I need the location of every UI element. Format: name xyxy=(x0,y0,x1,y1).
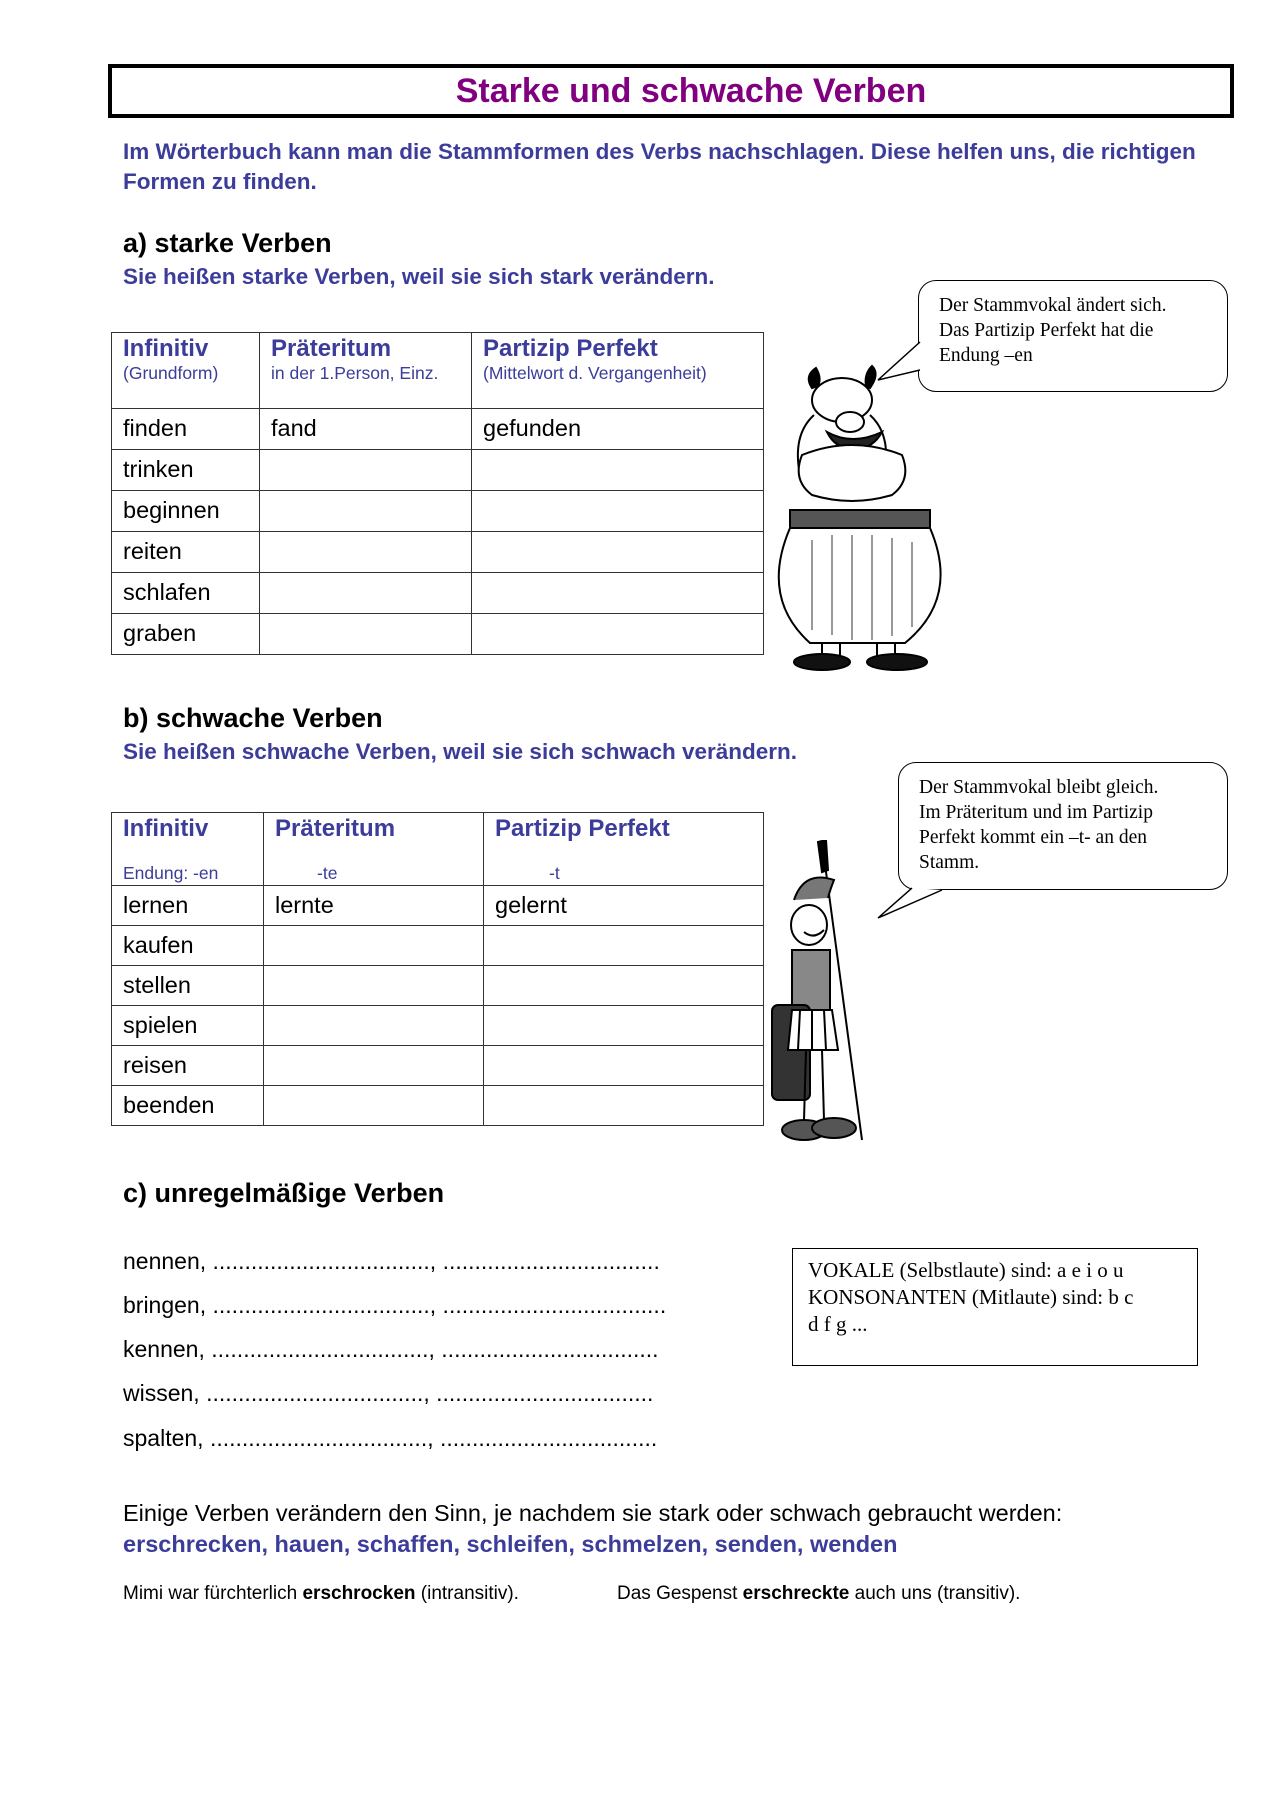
footer-verbs: erschrecken, hauen, schaffen, schleifen, schmelzen, senden, wenden xyxy=(123,1531,898,1557)
table-cell[interactable] xyxy=(264,1086,484,1126)
header-cell xyxy=(112,813,264,886)
header-praeteritum: Präteritum xyxy=(271,335,392,362)
exercise-line[interactable]: wissen, .................................., .................................. xyxy=(123,1380,654,1406)
example-bold: erschreckte xyxy=(742,1583,850,1604)
table-cell[interactable] xyxy=(260,450,472,491)
vowel-consonant-box xyxy=(792,1248,1198,1366)
example-sentence-2 xyxy=(617,1583,1020,1605)
table-cell[interactable] xyxy=(260,614,472,655)
header-sub: in der 1.Person, Einz. xyxy=(271,363,439,383)
table-cell: graben xyxy=(112,614,260,655)
example-sentence-1 xyxy=(123,1583,519,1605)
header-infinitiv: Infinitiv xyxy=(123,815,209,842)
table-header-row xyxy=(112,813,764,886)
box-line: KONSONANTEN (Mitlaute) sind: b c xyxy=(808,1285,1134,1309)
table-cell: schlafen xyxy=(112,573,260,614)
bubble-line: Perfekt kommt ein –t- an den xyxy=(919,827,1147,848)
table-cell[interactable] xyxy=(260,532,472,573)
exercise-line[interactable]: nennen, .................................., .................................. xyxy=(123,1248,660,1274)
section-b-heading: b) schwache Verben xyxy=(123,703,383,733)
roman-soldier-illustration xyxy=(764,840,894,1150)
table-cell[interactable] xyxy=(484,1046,764,1086)
table-cell[interactable] xyxy=(264,926,484,966)
table-row xyxy=(112,614,764,655)
footer-text: Einige Verben verändern den Sinn, je nachdem sie stark oder schwach gebraucht werden: xyxy=(123,1500,1063,1526)
header-infinitiv: Infinitiv xyxy=(123,335,209,362)
table-cell[interactable] xyxy=(484,926,764,966)
table-cell[interactable] xyxy=(472,450,764,491)
table-cell[interactable]: gefunden xyxy=(472,409,764,450)
header-partizip: Partizip Perfekt xyxy=(495,815,670,842)
table-header-row xyxy=(112,333,764,409)
table-cell[interactable] xyxy=(260,491,472,532)
table-cell: kaufen xyxy=(112,926,264,966)
table-cell[interactable] xyxy=(472,614,764,655)
table-cell: lernen xyxy=(112,886,264,926)
header-sub: Endung: -en xyxy=(123,863,219,883)
table-cell[interactable]: lernte xyxy=(264,886,484,926)
table-cell: trinken xyxy=(112,450,260,491)
example-text: auch uns (transitiv). xyxy=(849,1583,1021,1604)
table-cell[interactable] xyxy=(264,1006,484,1046)
bubble-line: Stamm. xyxy=(919,852,980,873)
table-cell: reiten xyxy=(112,532,260,573)
table-cell[interactable] xyxy=(260,573,472,614)
header-cell xyxy=(264,813,484,886)
obelix-character-illustration xyxy=(772,360,997,672)
table-row xyxy=(112,886,764,926)
header-cell xyxy=(260,333,472,409)
speech-bubble-b xyxy=(898,762,1228,890)
header-sub: (Mittelwort d. Vergangenheit) xyxy=(483,363,707,383)
section-a-heading: a) starke Verben xyxy=(123,228,332,258)
table-row xyxy=(112,532,764,573)
title-box xyxy=(108,64,1234,118)
table-cell[interactable]: gelernt xyxy=(484,886,764,926)
header-cell xyxy=(472,333,764,409)
intro-text: Im Wörterbuch kann man die Stammformen des Verbs nachschlagen. Diese helfen uns, die richtigen Formen zu finden. xyxy=(123,139,1196,194)
table-cell[interactable] xyxy=(484,966,764,1006)
table-cell[interactable]: fand xyxy=(260,409,472,450)
bubble-line: Der Stammvokal ändert sich. xyxy=(939,295,1167,316)
table-cell: beenden xyxy=(112,1086,264,1126)
section-b-subtitle: Sie heißen schwache Verben, weil sie sich schwach verändern. xyxy=(123,739,798,764)
table-row xyxy=(112,926,764,966)
box-line: d f g ... xyxy=(808,1312,868,1336)
section-a-subtitle: Sie heißen starke Verben, weil sie sich stark verändern. xyxy=(123,264,715,289)
table-cell[interactable] xyxy=(472,573,764,614)
section-c-heading: c) unregelmäßige Verben xyxy=(123,1178,445,1208)
exercise-line[interactable]: bringen, .................................., ................................... xyxy=(123,1292,667,1318)
table-cell: reisen xyxy=(112,1046,264,1086)
table-cell[interactable] xyxy=(484,1006,764,1046)
header-praeteritum: Präteritum xyxy=(275,815,396,842)
table-row xyxy=(112,450,764,491)
table-row xyxy=(112,409,764,450)
example-text: Das Gespenst xyxy=(617,1583,743,1604)
page-title: Starke und schwache Verben xyxy=(455,72,927,110)
table-row xyxy=(112,1086,764,1126)
table-cell: spielen xyxy=(112,1006,264,1046)
example-bold: erschrocken xyxy=(302,1583,416,1604)
exercise-line[interactable]: spalten, .................................., .................................. xyxy=(123,1425,658,1451)
box-line: VOKALE (Selbstlaute) sind: a e i o u xyxy=(808,1258,1124,1282)
weak-verbs-table xyxy=(111,812,764,1126)
table-row xyxy=(112,491,764,532)
table-cell: beginnen xyxy=(112,491,260,532)
table-row xyxy=(112,966,764,1006)
example-text: (intransitiv). xyxy=(415,1583,519,1604)
table-cell: stellen xyxy=(112,966,264,1006)
header-partizip: Partizip Perfekt xyxy=(483,335,658,362)
example-text: Mimi war fürchterlich xyxy=(123,1583,303,1604)
bubble-line: Der Stammvokal bleibt gleich. xyxy=(919,777,1159,798)
table-cell[interactable] xyxy=(472,491,764,532)
table-row xyxy=(112,1046,764,1086)
table-cell[interactable] xyxy=(264,1046,484,1086)
bubble-line: Im Präteritum und im Partizip xyxy=(919,802,1153,823)
table-cell: finden xyxy=(112,409,260,450)
header-cell xyxy=(112,333,260,409)
table-cell[interactable] xyxy=(484,1086,764,1126)
bubble-line: Endung –en xyxy=(939,345,1033,366)
header-sub: -te xyxy=(317,863,338,883)
header-cell xyxy=(484,813,764,886)
table-cell[interactable] xyxy=(264,966,484,1006)
bubble-line: Das Partizip Perfekt hat die xyxy=(939,320,1154,341)
table-row xyxy=(112,573,764,614)
table-row xyxy=(112,1006,764,1046)
header-sub: (Grundform) xyxy=(123,363,219,383)
exercise-line[interactable]: kennen, .................................., .................................. xyxy=(123,1336,659,1362)
table-cell[interactable] xyxy=(472,532,764,573)
header-sub: -t xyxy=(549,863,560,883)
strong-verbs-table xyxy=(111,332,764,655)
